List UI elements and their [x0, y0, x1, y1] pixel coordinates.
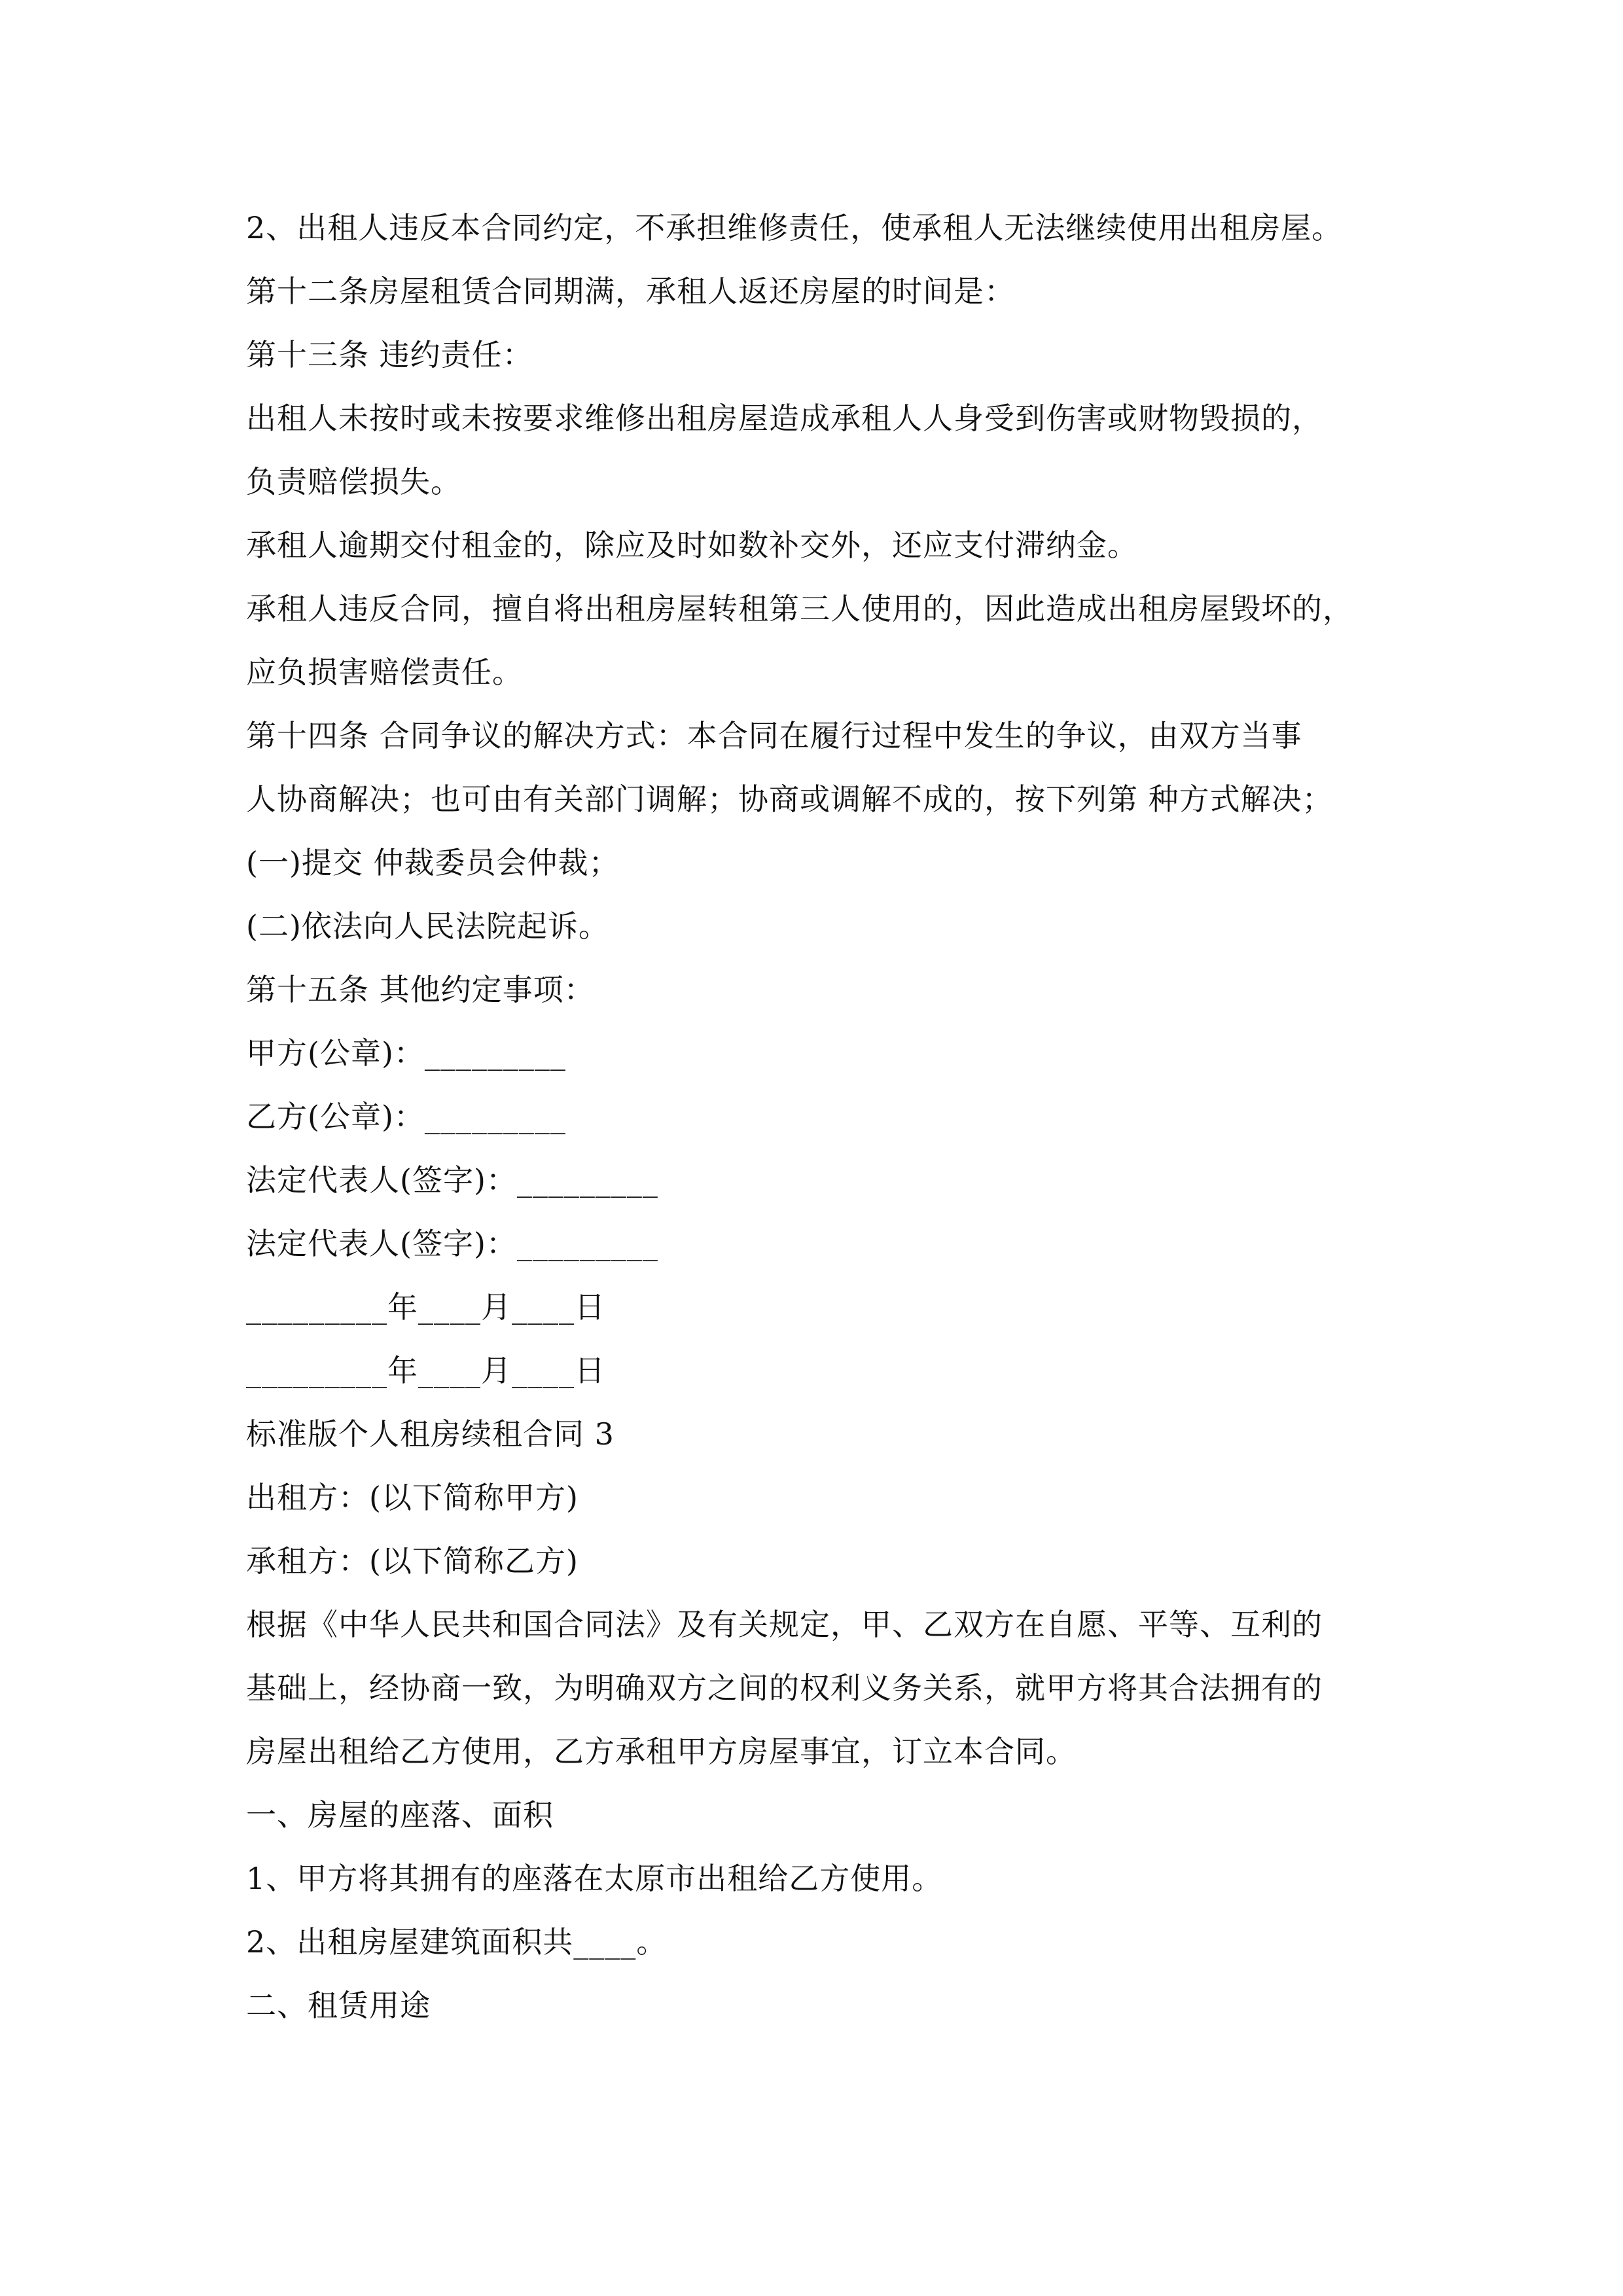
signature-line-party-a: 甲方(公章)：_________: [246, 1035, 566, 1071]
paragraph-line: 根据《中华人民共和国合同法》及有关规定，甲、乙双方在自愿、平等、互利的: [246, 1607, 1323, 1642]
section-heading: 一、房屋的座落、面积: [246, 1797, 554, 1833]
contract-title: 标准版个人租房续租合同 3: [246, 1416, 615, 1452]
signature-line-representative: 法定代表人(签字)：_________: [246, 1162, 658, 1198]
paragraph-line: 第十二条房屋租赁合同期满，承租人返还房屋的时间是：: [246, 274, 1015, 309]
signature-line-party-b: 乙方(公章)：_________: [246, 1099, 566, 1134]
section-heading: 第十五条 其他约定事项：: [246, 972, 595, 1007]
paragraph-line: 人协商解决；也可由有关部门调解；协商或调解不成的，按下列第 种方式解决；: [246, 781, 1333, 817]
list-item: (二)依法向人民法院起诉。: [246, 908, 609, 944]
section-heading: 第十三条 违约责任：: [246, 337, 533, 372]
paragraph-line: 2、出租人违反本合同约定，不承担维修责任，使承租人无法继续使用出租房屋。: [246, 210, 1343, 245]
section-heading: 二、租赁用途: [246, 1988, 431, 2023]
paragraph-line: 基础上，经协商一致，为明确双方之间的权利义务关系，就甲方将其合法拥有的: [246, 1670, 1323, 1706]
paragraph-line: 承租人违反合同，擅自将出租房屋转租第三人使用的，因此造成出租房屋毁坏的，: [246, 591, 1353, 626]
list-item: 2、出租房屋建筑面积共____。: [246, 1924, 668, 1960]
paragraph-line: 承租人逾期交付租金的，除应及时如数补交外，还应支付滞纳金。: [246, 528, 1138, 563]
list-item: 1、甲方将其拥有的座落在太原市出租给乙方使用。: [246, 1861, 943, 1896]
list-item: (一)提交 仲裁委员会仲裁；: [246, 845, 620, 880]
date-line: _________年____月____日: [246, 1289, 605, 1325]
date-line: _________年____月____日: [246, 1353, 605, 1388]
signature-line-representative: 法定代表人(签字)：_________: [246, 1226, 658, 1261]
paragraph-line: 出租人未按时或未按要求维修出租房屋造成承租人人身受到伤害或财物毁损的，: [246, 401, 1323, 436]
lessee-line: 承租方：(以下简称乙方): [246, 1543, 579, 1579]
paragraph-line: 房屋出租给乙方使用，乙方承租甲方房屋事宜，订立本合同。: [246, 1734, 1077, 1769]
paragraph-line: 应负损害赔偿责任。: [246, 655, 523, 690]
document-body: [246, 196, 1398, 2037]
paragraph-line: 负责赔偿损失。: [246, 464, 461, 499]
lessor-line: 出租方：(以下简称甲方): [246, 1480, 579, 1515]
paragraph-line: 第十四条 合同争议的解决方式：本合同在履行过程中发生的争议，由双方当事: [246, 718, 1302, 753]
